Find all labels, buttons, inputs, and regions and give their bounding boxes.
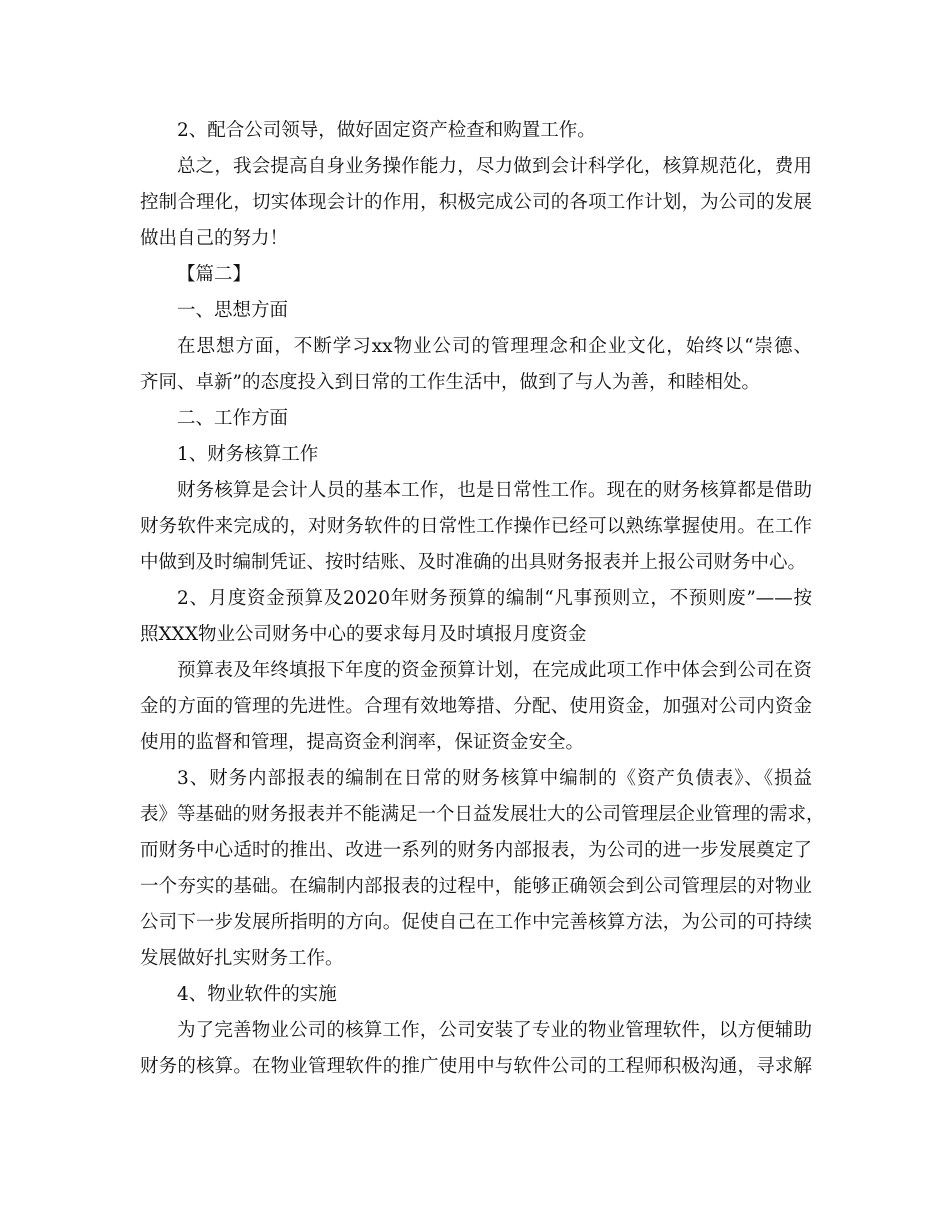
text-line: 为了完善物业公司的核算工作，公司安装了专业的物业管理软件，以方便辅助	[177, 1020, 812, 1041]
text-line: 4、物业软件的实施	[177, 984, 337, 1005]
text-line: 一个夯实的基础。在编制内部报表的过程中，能够正确领会到公司管理层的对物业	[140, 876, 812, 897]
text-line: 使用的监督和管理，提高资金利润率，保证资金安全。	[140, 732, 585, 753]
text-line: 表》等基础的财务报表并不能满足一个日益发展壮大的公司管理层企业管理的需求，	[140, 804, 825, 825]
text-line: 齐同、卓新”的态度投入到日常的工作生活中，做到了与人为善，和睦相处。	[140, 372, 760, 393]
text-line: 财务核算是会计人员的基本工作，也是日常性工作。现在的财务核算都是借助	[177, 480, 812, 501]
text-line: 【篇二】	[177, 264, 252, 285]
text-line: 而财务中心适时的推出、改进一系列的财务内部报表，为公司的进一步发展奠定了	[140, 840, 812, 861]
text-line: 预算表及年终填报下年度的资金预算计划，在完成此项工作中体会到公司在资	[177, 660, 812, 681]
text-line: 中做到及时编制凭证、按时结账、及时准确的出具财务报表并上报公司财务中心。	[140, 552, 807, 573]
text-line: 做出自己的努力！	[140, 228, 289, 249]
text-line: 公司下一步发展所指明的方向。促使自己在工作中完善核算方法，为公司的可持续	[140, 912, 812, 933]
text-line: 总之，我会提高自身业务操作能力，尽力做到会计科学化，核算规范化，费用	[177, 156, 812, 177]
text-line: 财务的核算。在物业管理软件的推广使用中与软件公司的工程师积极沟通，寻求解	[140, 1056, 812, 1077]
text-line: 3、财务内部报表的编制在日常的财务核算中编制的《资产负债表》、《损益	[177, 768, 812, 789]
text-line: 1、财务核算工作	[177, 444, 319, 465]
text-line: 一、思想方面	[177, 300, 289, 321]
document-body	[140, 113, 825, 1085]
text-line: 金的方面的管理的先进性。合理有效地筹措、分配、使用资金，加强对公司内资金	[140, 696, 812, 717]
text-line: 控制合理化，切实体现会计的作用，积极完成公司的各项工作计划，为公司的发展	[140, 192, 812, 213]
text-line: 发展做好扎实财务工作。	[140, 948, 344, 969]
text-line: 二、工作方面	[177, 408, 289, 429]
text-line: 2、月度资金预算及2020年财务预算的编制“凡事预则立，不预则废”——按	[177, 588, 812, 609]
text-line: 照XXX物业公司财务中心的要求每月及时填报月度资金	[140, 624, 587, 645]
text-line: 2、配合公司领导，做好固定资产检查和购置工作。	[177, 120, 596, 141]
text-line: 在思想方面，不断学习xx物业公司的管理理念和企业文化，始终以“崇德、	[177, 336, 812, 357]
text-line: 财务软件来完成的，对财务软件的日常性工作操作已经可以熟练掌握使用。在工作	[140, 516, 812, 537]
